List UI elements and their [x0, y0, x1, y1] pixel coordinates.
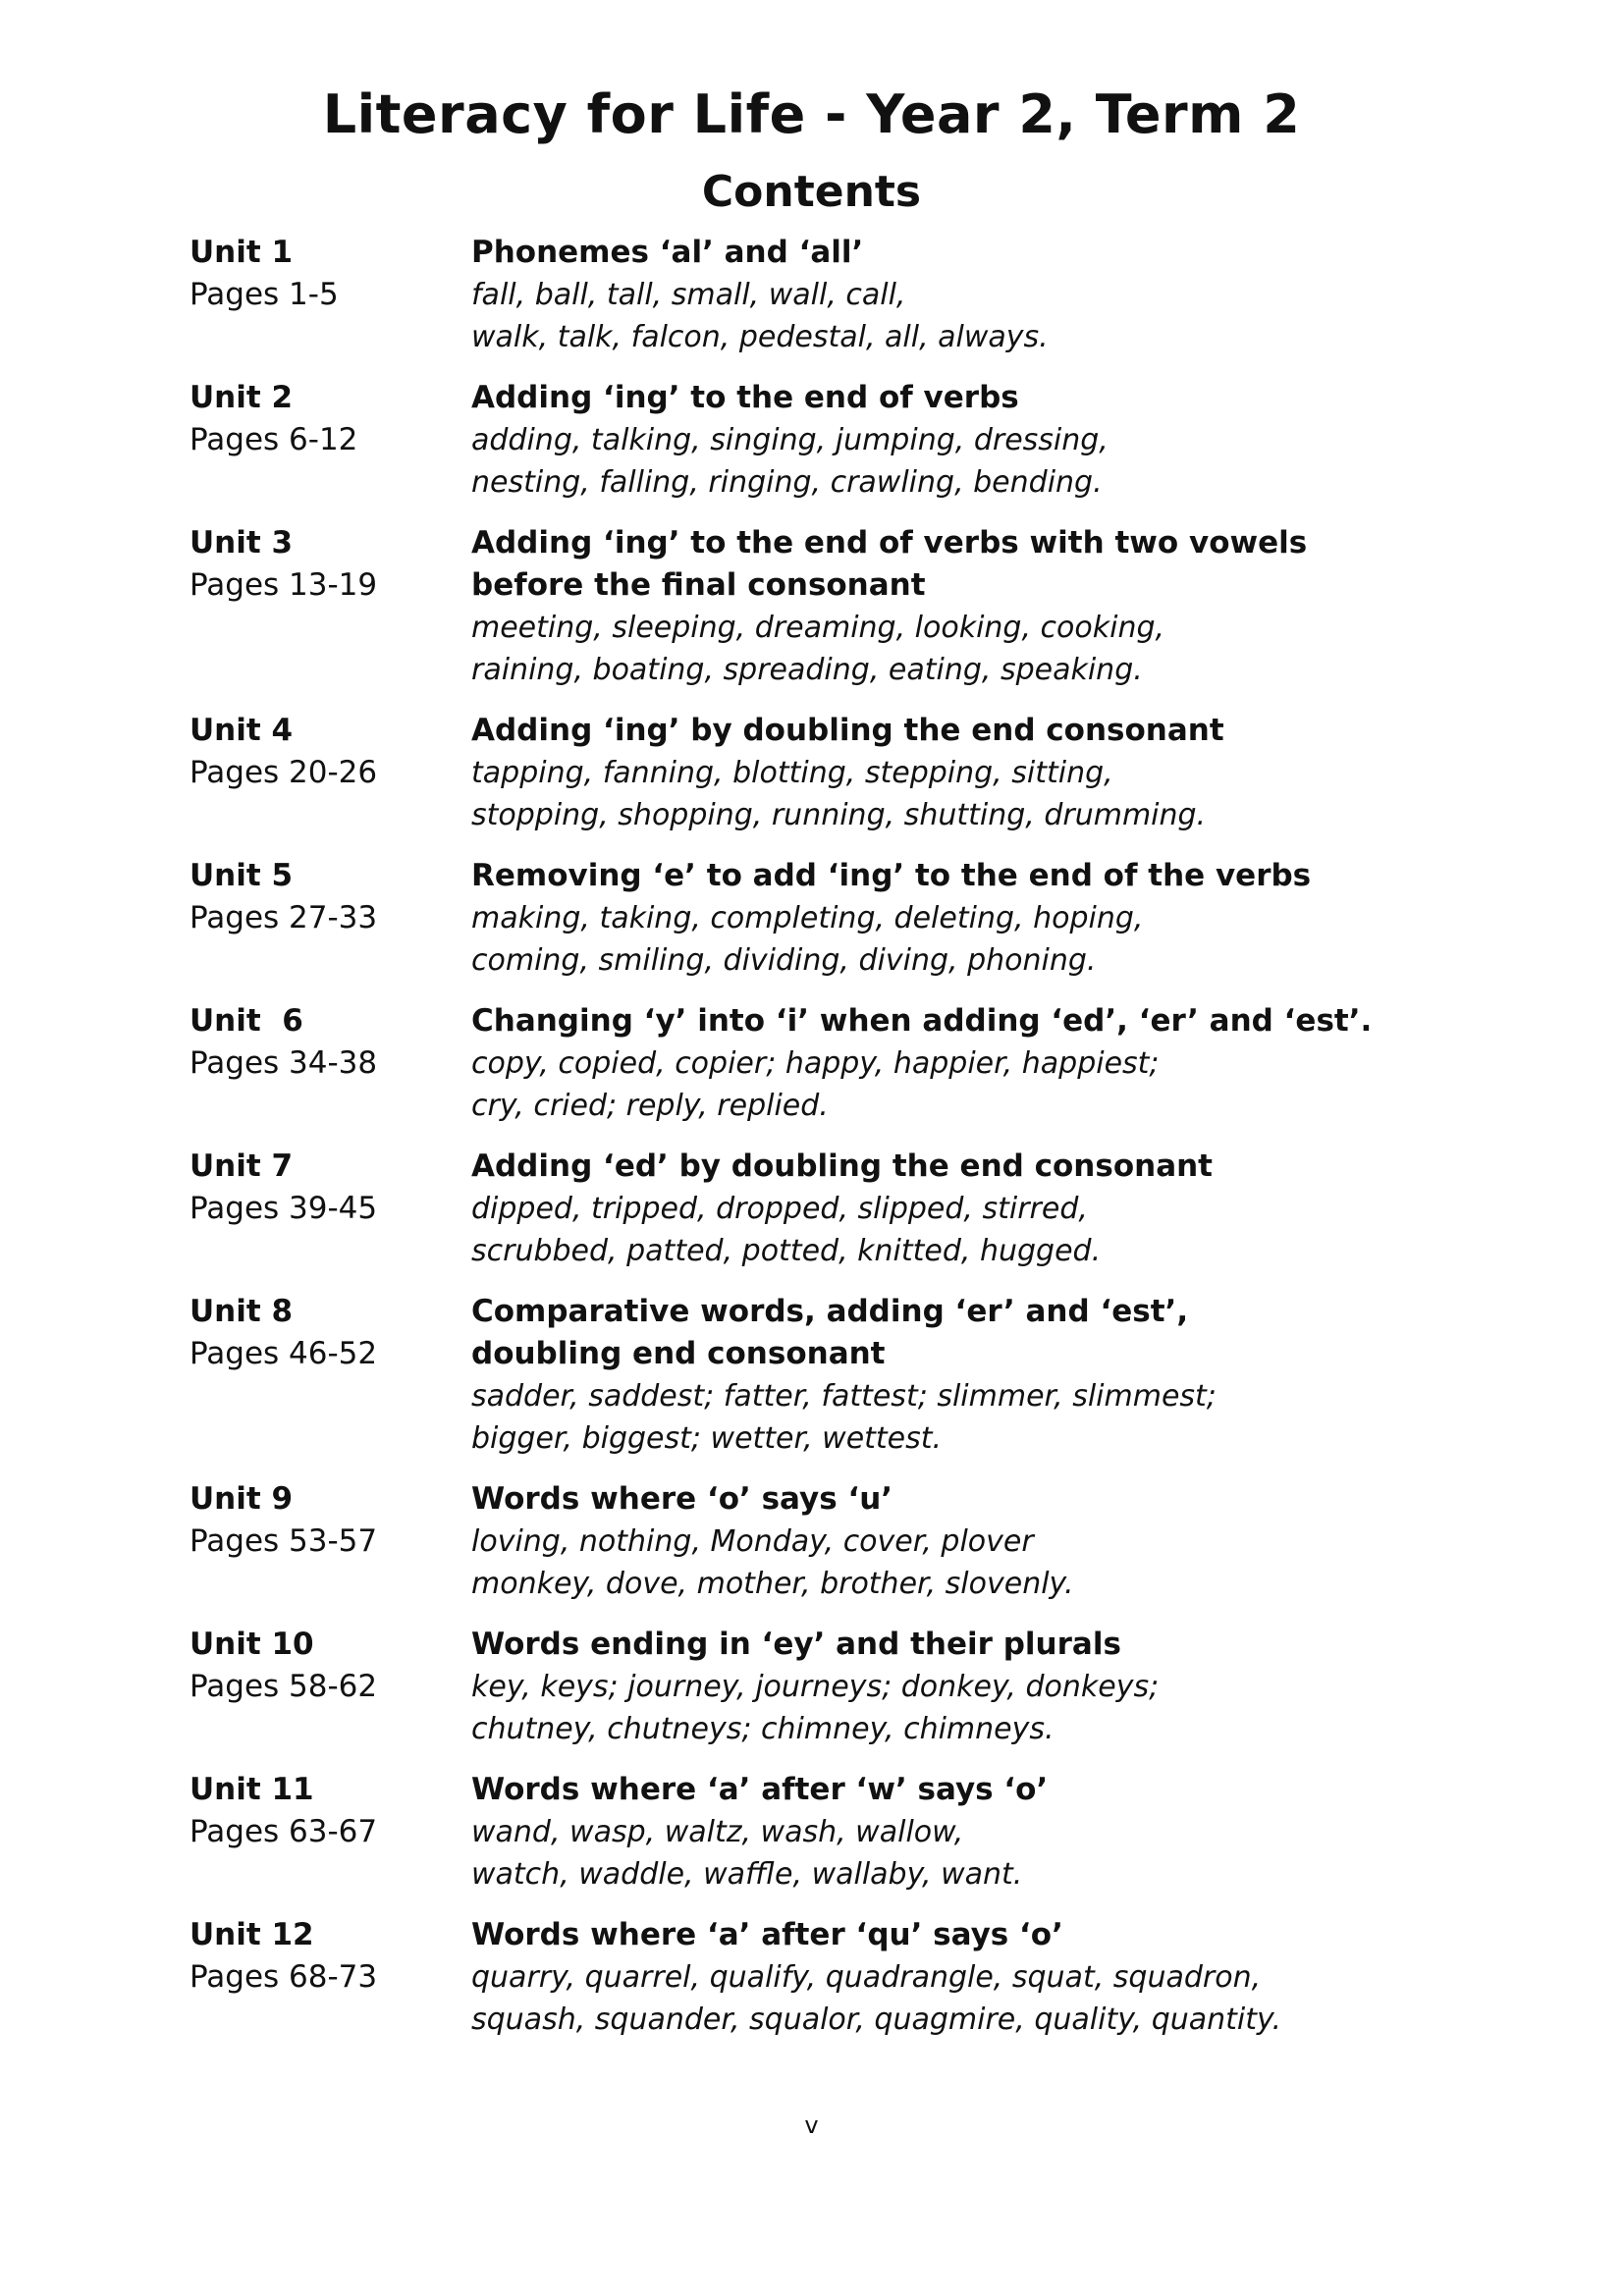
unit-pages: Pages 20-26 — [189, 755, 378, 790]
contents-list — [189, 232, 1466, 2059]
unit-word-list: stopping, shopping, running, shutting, drumming. — [471, 798, 1207, 832]
unit-word-list: scrubbed, patted, potted, knitted, hugged. — [471, 1234, 1102, 1268]
unit-body — [471, 1291, 1466, 1460]
unit-word-list: walk, talk, falcon, pedestal, all, always. — [471, 320, 1049, 354]
unit-word-list: raining, boating, spreading, eating, speaking. — [471, 653, 1143, 687]
unit-word-list: adding, talking, singing, jumping, dressing, — [471, 423, 1109, 457]
unit-word-list: dipped, tripped, dropped, slipped, stirred, — [471, 1192, 1088, 1226]
unit-label: Unit 3 — [189, 525, 294, 561]
unit-word-list: chutney, chutneys; chimney, chimneys. — [471, 1712, 1055, 1746]
unit-body — [471, 710, 1466, 836]
contents-entry — [189, 1000, 1466, 1127]
unit-word-list: wand, wasp, waltz, wash, wallow, — [471, 1815, 964, 1849]
unit-pages: Pages 53-57 — [189, 1523, 378, 1559]
unit-meta — [189, 1000, 471, 1127]
contents-entry — [189, 855, 1466, 982]
unit-word-list: quarry, quarrel, qualify, quadrangle, squat, squadron, — [471, 1960, 1262, 1995]
unit-body — [471, 1478, 1466, 1605]
unit-word-list: cry, cried; reply, replied. — [471, 1089, 829, 1123]
unit-meta — [189, 1914, 471, 2041]
unit-label: Unit 8 — [189, 1294, 294, 1329]
unit-meta — [189, 1478, 471, 1605]
unit-pages: Pages 27-33 — [189, 900, 378, 935]
unit-body — [471, 1624, 1466, 1750]
unit-word-list: bigger, biggest; wetter, wettest. — [471, 1421, 943, 1456]
unit-meta — [189, 1291, 471, 1460]
unit-body — [471, 522, 1466, 691]
unit-label: Unit 2 — [189, 380, 294, 415]
unit-word-list: watch, waddle, waffle, wallaby, want. — [471, 1857, 1023, 1892]
unit-pages: Pages 13-19 — [189, 567, 378, 603]
unit-pages: Pages 1-5 — [189, 277, 339, 312]
unit-meta — [189, 1146, 471, 1272]
unit-pages: Pages 46-52 — [189, 1336, 378, 1371]
unit-body — [471, 232, 1466, 358]
unit-meta — [189, 522, 471, 691]
unit-word-list: key, keys; journey, journeys; donkey, donkeys; — [471, 1670, 1160, 1704]
unit-body — [471, 1000, 1466, 1127]
unit-label: Unit 6 — [189, 1003, 303, 1039]
unit-word-list: fall, ball, tall, small, wall, call, — [471, 278, 906, 312]
unit-label: Unit 12 — [189, 1917, 314, 1952]
unit-heading: Adding ‘ing’ to the end of verbs with two vowels — [471, 525, 1308, 561]
unit-heading: doubling end consonant — [471, 1336, 886, 1371]
unit-label: Unit 9 — [189, 1481, 294, 1517]
unit-pages: Pages 39-45 — [189, 1191, 378, 1226]
contents-entry — [189, 1914, 1466, 2041]
unit-word-list: meeting, sleeping, dreaming, looking, cooking, — [471, 611, 1165, 645]
unit-pages: Pages 6-12 — [189, 422, 358, 457]
unit-body — [471, 1769, 1466, 1896]
unit-label: Unit 4 — [189, 713, 294, 748]
unit-word-list: squash, squander, squalor, quagmire, quality, quantity. — [471, 2002, 1281, 2037]
unit-body — [471, 377, 1466, 504]
unit-label: Unit 10 — [189, 1627, 314, 1662]
unit-body — [471, 1146, 1466, 1272]
page-number: v — [804, 2111, 819, 2139]
unit-meta — [189, 232, 471, 358]
unit-heading: Adding ‘ing’ by doubling the end consonant — [471, 713, 1224, 748]
unit-meta — [189, 377, 471, 504]
contents-entry — [189, 522, 1466, 691]
unit-pages: Pages 68-73 — [189, 1959, 378, 1995]
unit-word-list: loving, nothing, Monday, cover, plover — [471, 1524, 1034, 1559]
unit-meta — [189, 855, 471, 982]
unit-pages: Pages 63-67 — [189, 1814, 378, 1849]
unit-label: Unit 11 — [189, 1772, 314, 1807]
unit-heading: Removing ‘e’ to add ‘ing’ to the end of the verbs — [471, 858, 1312, 893]
unit-body — [471, 1914, 1466, 2041]
unit-heading: Words where ‘a’ after ‘w’ says ‘o’ — [471, 1772, 1049, 1807]
unit-body — [471, 855, 1466, 982]
unit-pages: Pages 58-62 — [189, 1669, 378, 1704]
contents-heading: Contents — [701, 167, 922, 217]
unit-word-list: making, taking, completing, deleting, hoping, — [471, 901, 1144, 935]
contents-entry — [189, 710, 1466, 836]
contents-entry — [189, 1624, 1466, 1750]
unit-word-list: coming, smiling, dividing, diving, phoning. — [471, 943, 1097, 978]
unit-heading: Changing ‘y’ into ‘i’ when adding ‘ed’, ‘er’ and ‘est’. — [471, 1003, 1373, 1039]
unit-heading: Comparative words, adding ‘er’ and ‘est’, — [471, 1294, 1189, 1329]
unit-word-list: nesting, falling, ringing, crawling, bending. — [471, 465, 1103, 500]
page-title: Literacy for Life - Year 2, Term 2 — [322, 83, 1301, 145]
contents-entry — [189, 1478, 1466, 1605]
unit-label: Unit 7 — [189, 1148, 294, 1184]
unit-meta — [189, 1769, 471, 1896]
unit-label: Unit 5 — [189, 858, 294, 893]
unit-heading: Adding ‘ing’ to the end of verbs — [471, 380, 1019, 415]
contents-entry — [189, 1769, 1466, 1896]
contents-entry — [189, 377, 1466, 504]
unit-heading: Words where ‘o’ says ‘u’ — [471, 1481, 893, 1517]
unit-heading: Words ending in ‘ey’ and their plurals — [471, 1627, 1121, 1662]
unit-label: Unit 1 — [189, 235, 294, 270]
unit-heading: Words where ‘a’ after ‘qu’ says ‘o’ — [471, 1917, 1063, 1952]
unit-pages: Pages 34-38 — [189, 1045, 378, 1081]
unit-word-list: monkey, dove, mother, brother, slovenly. — [471, 1567, 1074, 1601]
unit-meta — [189, 1624, 471, 1750]
unit-word-list: copy, copied, copier; happy, happier, happiest; — [471, 1046, 1160, 1081]
contents-entry — [189, 232, 1466, 358]
contents-entry — [189, 1146, 1466, 1272]
unit-meta — [189, 710, 471, 836]
contents-entry — [189, 1291, 1466, 1460]
unit-heading: Adding ‘ed’ by doubling the end consonant — [471, 1148, 1214, 1184]
unit-word-list: tapping, fanning, blotting, stepping, sitting, — [471, 756, 1113, 790]
unit-heading: Phonemes ‘al’ and ‘all’ — [471, 235, 864, 270]
unit-heading: before the final consonant — [471, 567, 926, 603]
unit-word-list: sadder, saddest; fatter, fattest; slimmer, slimmest; — [471, 1379, 1217, 1414]
